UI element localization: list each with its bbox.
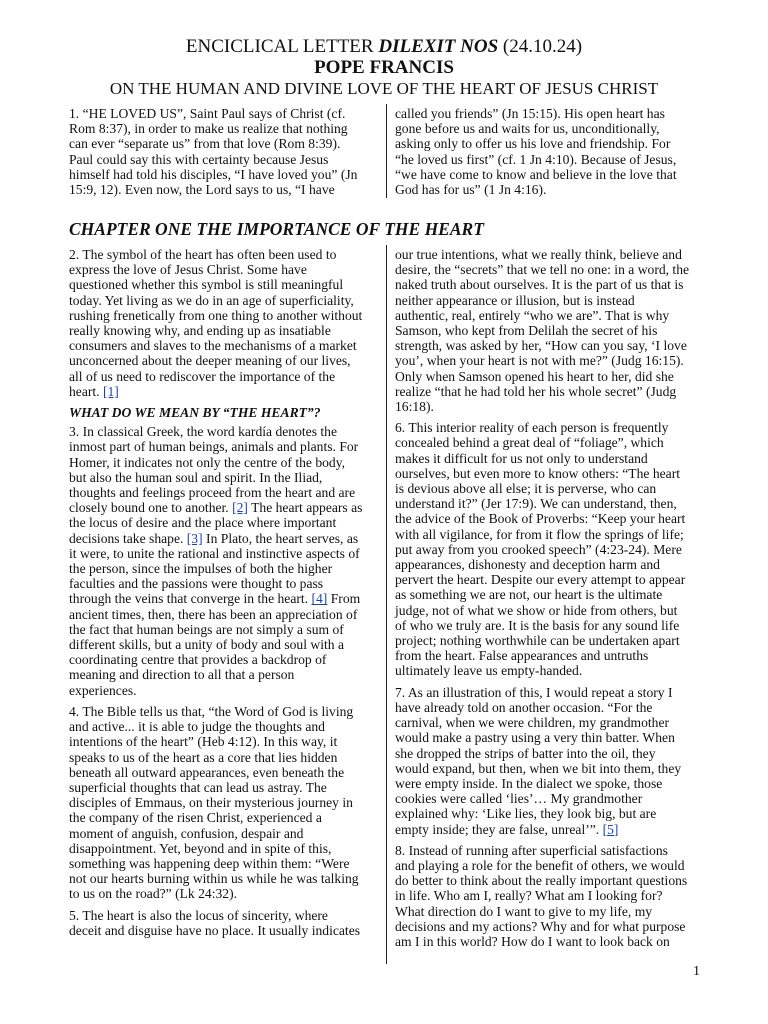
text-line: realize “that he had told her his whole secret” (Judg [395, 383, 677, 399]
text-line: decisions take shape. [3] In Plato, the heart serves, as [69, 530, 359, 546]
text-line: concealed behind a great deal of “foliage”, which [395, 435, 664, 451]
footnote-link-5[interactable]: [5] [602, 821, 619, 837]
text-line: himself had told his disciples, “I have loved you” (Jn [69, 166, 358, 182]
text-line: 16:18). [395, 399, 434, 415]
text-line: strength, was asked by her, “How can you say, ‘I love [395, 338, 687, 354]
text-line: 8. Instead of running after superficial satisfactions [395, 842, 668, 858]
text-line: she dropped the strips of batter into the oil, they [395, 745, 656, 761]
text-line: of who we truly are. It is the basis for any sound life [395, 617, 680, 633]
text-line: Only when Samson opened his heart to her, did she [395, 368, 674, 384]
text-line: 6. This interior reality of each person is frequently [395, 420, 669, 436]
text-line: Rom 8:37), in order to make us realize that nothing [69, 121, 348, 137]
letter-prefix: ENCICLICAL LETTER [185, 36, 379, 57]
text-line: with all vigilance, for from it flow the springs of life; [395, 526, 684, 542]
paragraph-4 [69, 704, 377, 902]
text-line: from the heart. False appearances and untruths [395, 648, 649, 664]
text-line: appearances, dishonesty and deception harm and [395, 557, 660, 573]
text-line: understand it?” (Jer 17:9). We can understand, then, [395, 496, 677, 512]
text-line: 3. In classical Greek, the word kardía denotes the [69, 424, 337, 440]
column-divider [386, 245, 387, 964]
text-line: asking only to offer us his love and friendship. For [395, 136, 671, 152]
text-line: carnival, when we were children, my grandmother [395, 715, 670, 731]
text-line: disciples of Emmaus, on their mysterious journey in [69, 795, 353, 811]
text-line: neither appearance or illusion, but is instead [395, 292, 635, 308]
text-line: questioned whether this symbol is still meaningful [69, 277, 344, 293]
text-line: intentions of the heart” (Heb 4:12). In this way, it [69, 734, 338, 750]
text-line: the fact that human beings are not simply a sum of [69, 621, 344, 637]
author-line: POPE FRANCIS [314, 57, 454, 78]
text-line: pervert the heart. Despite our every attempt to appear [395, 572, 686, 588]
intro-right-column [395, 106, 707, 197]
text-line: Paul could say this with certainty because Jesus [69, 151, 329, 167]
text-line: experiences. [69, 682, 137, 698]
text-line: What direction do I want to give to my life, my [395, 903, 653, 919]
text-line: today. Yet living as we do in an age of superficiality, [69, 292, 354, 308]
text-line: can ever “separate us” from that love (Rom 8:39). [69, 136, 341, 152]
letter-title-line [0, 36, 768, 58]
text-line: meaning and direction to all that a person [69, 667, 295, 683]
text-line: Homer, it indicates not only the centre of the body, [69, 454, 346, 470]
footnote-link-2[interactable]: [2] [232, 500, 248, 516]
text-line: speaks to us of the heart as a core that lies hidden [69, 749, 338, 765]
text-line: closely bound one to another. [2] The heart appears as [69, 500, 363, 516]
text-line: all of us need to rediscover the importance of the [69, 368, 336, 384]
text-line: and active... it is able to judge the thoughts and [69, 719, 325, 735]
text-line: 4. The Bible tells us that, “the Word of God is living [69, 703, 354, 719]
text-line: coordinating centre that provides a backdrop of [69, 652, 327, 668]
text-line: our true intentions, what we really think, believe and [395, 247, 682, 262]
text-line: consumers and slaves to the mechanisms of a market [69, 338, 357, 354]
text-line: were empty inside. In the dialect we spoke, those [395, 775, 663, 791]
chapter-heading: CHAPTER ONE THE IMPORTANCE OF THE HEART [69, 219, 484, 239]
text-line: ourselves, but even more to know others: “The heart [395, 465, 681, 481]
letter-date: (24.10.24) [498, 36, 583, 57]
text-line: as something we are not, our heart is the ultimate [395, 587, 663, 603]
text-line: “he loved us first” (cf. 1 Jn 4:10). Because of Jesus, [395, 151, 677, 167]
text-line: through the veins that converge in the heart. [4] From [69, 591, 361, 607]
footnote-link-4[interactable]: [4] [311, 591, 328, 607]
right-column [395, 247, 707, 955]
text-line: “we have come to know and believe in the love that [395, 166, 677, 182]
text-line: decisions and my actions? Why and for what purpose [395, 918, 686, 934]
left-column [69, 247, 377, 944]
text-line: superficial thoughts that can lead us astray. The [69, 779, 327, 795]
text-line: judge, not of what we show or hide from others, but [395, 602, 678, 618]
page-number: 1 [693, 964, 700, 979]
text-line: something was happening deep within them: “Were [69, 855, 350, 871]
text-line: the locus of desire and the place where important [69, 515, 337, 531]
text-line: the company of the risen Christ, experienced a [69, 810, 322, 826]
text-line: have already told on another occasion. “For the [395, 699, 653, 715]
text-line: desire, the “secrets” that we tell no one: in a word, the [395, 262, 690, 278]
intro-column-divider [386, 104, 387, 198]
footnote-link-3[interactable]: [3] [186, 530, 203, 546]
text-line: the advice of the Book of Proverbs: “Keep your heart [395, 511, 686, 527]
paragraph-8 [395, 843, 707, 949]
text-line: the person, since the impulses of both the higher [69, 561, 333, 577]
text-line: God has for us” (1 Jn 4:16). [395, 182, 547, 198]
text-line: to us on the road?” (Lk 24:32). [69, 886, 237, 902]
text-line: am I in this world? How do I want to look back on [395, 933, 670, 949]
text-line: makes it difficult for us not only to understand [395, 450, 648, 466]
paragraph-3 [69, 424, 377, 698]
text-line: but also the human soul and spirit. In the Iliad, [69, 469, 323, 485]
text-line: 1. “HE LOVED US”, Saint Paul says of Christ (cf. [69, 106, 346, 121]
text-line: deceit and disguise have no place. It usually indicates [69, 922, 361, 938]
text-line: thoughts and feelings proceed from the heart and are [69, 485, 356, 501]
text-line: would make a pastry using a very thin batter. When [395, 730, 675, 746]
text-line: cookies were called ‘lies’… My grandmother [395, 791, 643, 807]
text-line: rushing frenetically from one thing to another without [69, 307, 363, 323]
text-line: you’, when your heart is not with me?” (Judg 16:15). [395, 353, 684, 369]
text-line: naked truth about ourselves. It is the part of us that is [395, 277, 684, 293]
text-line: is devious above all else; it is perverse, who can [395, 481, 657, 497]
text-line: inmost part of human beings, animals and plants. For [69, 439, 359, 455]
text-line: express the love of Jesus Christ. Some have [69, 262, 307, 278]
paragraph-7 [395, 685, 707, 837]
text-line: moment of anguish, confusion, despair and [69, 825, 304, 841]
text-line: disappointment. Yet, beyond and in spite of this, [69, 840, 332, 856]
paragraph-6 [395, 420, 707, 678]
text-line: not our hearts burning within us while he was talking [69, 871, 359, 887]
letter-title: DILEXIT NOS [378, 36, 499, 57]
text-line: empty inside; they are false, unreal’”. [5] [395, 821, 619, 837]
text-line: 5. The heart is also the locus of sincerity, where [69, 907, 328, 923]
footnote-link-1[interactable]: [1] [102, 383, 119, 399]
text-line: faculties and the passions were thought to pass [69, 576, 324, 592]
text-line: do better to think about the really important questions [395, 873, 688, 889]
text-line: ultimately leave us empty-handed. [395, 663, 583, 679]
text-line: and playing a role for the benefit of others, we would [395, 857, 685, 873]
text-line: project; nothing worthwhile can be undertaken apart [395, 633, 680, 649]
text-line: gone before us and waits for us, unconditionally, [395, 121, 660, 137]
paragraph-2 [69, 247, 377, 399]
text-line: really knowing why, and ending up as insatiable [69, 323, 331, 339]
text-line: unconcerned about the deeper meaning of our lives, [69, 353, 351, 369]
text-line: would expand, but then, when we bit into them, they [395, 760, 682, 776]
text-line: ancient times, then, there has been an appreciation of [69, 606, 358, 622]
text-line: different skills, but a unity of body and soul with a [69, 637, 344, 653]
text-line: Samson, who kept from Delilah the secret of his [395, 323, 658, 339]
text-line: 15:9, 12). Even now, the Lord says to us, “I have [69, 182, 335, 198]
text-line: explained why: ‘Like lies, they look big, but are [395, 806, 657, 822]
text-line: heart. [1] [69, 383, 119, 399]
text-line: in life. Who am I, really? What am I looking for? [395, 888, 663, 904]
text-line: called you friends” (Jn 15:15). His open heart has [395, 106, 665, 121]
intro-left-column [69, 106, 377, 197]
paragraph-5 [69, 908, 377, 938]
text-line: put away from you crooked speech” (4:23-24). Mere [395, 541, 682, 557]
text-line: 2. The symbol of the heart has often been used to [69, 247, 337, 262]
text-line: authentic, real, entirely “who we are”. That is why [395, 307, 670, 323]
text-line: it were, to unite the rational and instinctive aspects of [69, 545, 360, 561]
text-line: beneath all outward appearances, even beneath the [69, 764, 345, 780]
document-subtitle: ON THE HUMAN AND DIVINE LOVE OF THE HEART OF JESUS CHRIST [109, 79, 659, 98]
paragraph-5-continued [395, 247, 707, 414]
text-line: 7. As an illustration of this, I would repeat a story I [395, 684, 673, 700]
section-subheading: WHAT DO WE MEAN BY “THE HEART”? [69, 405, 321, 421]
